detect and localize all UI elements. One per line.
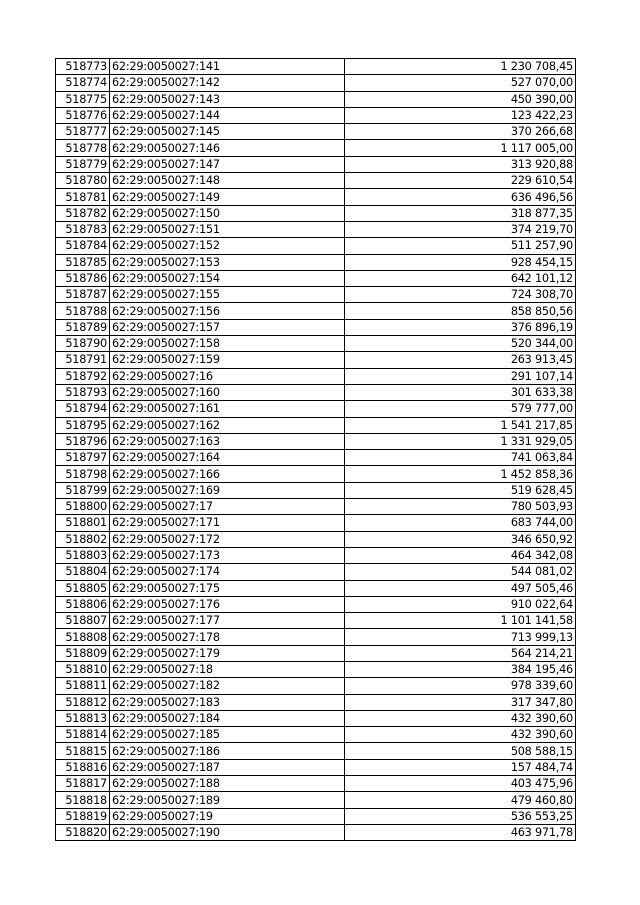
cadastral-number-cell: 62:29:0050027:176 xyxy=(110,596,345,612)
table-row xyxy=(56,613,576,629)
value-cell: 403 475,96 xyxy=(345,776,576,792)
value-cell: 579 777,00 xyxy=(345,401,576,417)
cadastral-number-cell: 62:29:0050027:183 xyxy=(110,694,345,710)
value-cell: 479 460,80 xyxy=(345,792,576,808)
row-number-cell: 518774 xyxy=(56,75,110,91)
row-number-cell: 518820 xyxy=(56,824,110,840)
row-number-cell: 518781 xyxy=(56,189,110,205)
row-number-cell: 518812 xyxy=(56,694,110,710)
cadastral-number-cell: 62:29:0050027:147 xyxy=(110,156,345,172)
table-row xyxy=(56,287,576,303)
row-number-cell: 518811 xyxy=(56,678,110,694)
value-cell: 432 390,60 xyxy=(345,727,576,743)
cadastral-number-cell: 62:29:0050027:156 xyxy=(110,303,345,319)
value-cell: 376 896,19 xyxy=(345,319,576,335)
table-row xyxy=(56,645,576,661)
row-number-cell: 518777 xyxy=(56,124,110,140)
row-number-cell: 518819 xyxy=(56,808,110,824)
cadastral-number-cell: 62:29:0050027:185 xyxy=(110,727,345,743)
cadastral-number-cell: 62:29:0050027:144 xyxy=(110,107,345,123)
row-number-cell: 518779 xyxy=(56,156,110,172)
row-number-cell: 518814 xyxy=(56,727,110,743)
value-cell: 978 339,60 xyxy=(345,678,576,694)
table-row xyxy=(56,303,576,319)
table-row xyxy=(56,140,576,156)
row-number-cell: 518810 xyxy=(56,661,110,677)
value-cell: 741 063,84 xyxy=(345,450,576,466)
cadastral-number-cell: 62:29:0050027:151 xyxy=(110,221,345,237)
row-number-cell: 518785 xyxy=(56,254,110,270)
table-row xyxy=(56,124,576,140)
table-row xyxy=(56,661,576,677)
value-cell: 508 588,15 xyxy=(345,743,576,759)
table-row xyxy=(56,319,576,335)
value-cell: 313 920,88 xyxy=(345,156,576,172)
table-row xyxy=(56,368,576,384)
cadastral-number-cell: 62:29:0050027:16 xyxy=(110,368,345,384)
table-row xyxy=(56,189,576,205)
value-cell: 636 496,56 xyxy=(345,189,576,205)
value-cell: 497 505,46 xyxy=(345,580,576,596)
row-number-cell: 518800 xyxy=(56,499,110,515)
row-number-cell: 518816 xyxy=(56,759,110,775)
value-cell: 527 070,00 xyxy=(345,75,576,91)
row-number-cell: 518804 xyxy=(56,564,110,580)
value-cell: 683 744,00 xyxy=(345,515,576,531)
table-row xyxy=(56,580,576,596)
table-row xyxy=(56,433,576,449)
cadastral-number-cell: 62:29:0050027:187 xyxy=(110,759,345,775)
table-row xyxy=(56,776,576,792)
value-cell: 346 650,92 xyxy=(345,531,576,547)
table-row xyxy=(56,531,576,547)
value-cell: 291 107,14 xyxy=(345,368,576,384)
value-cell: 229 610,54 xyxy=(345,173,576,189)
row-number-cell: 518783 xyxy=(56,221,110,237)
row-number-cell: 518807 xyxy=(56,613,110,629)
row-number-cell: 518773 xyxy=(56,59,110,75)
table-row xyxy=(56,792,576,808)
table-row xyxy=(56,824,576,840)
value-cell: 713 999,13 xyxy=(345,629,576,645)
cadastral-number-cell: 62:29:0050027:182 xyxy=(110,678,345,694)
cadastral-number-cell: 62:29:0050027:17 xyxy=(110,499,345,515)
cadastral-number-cell: 62:29:0050027:188 xyxy=(110,776,345,792)
value-cell: 536 553,25 xyxy=(345,808,576,824)
row-number-cell: 518780 xyxy=(56,173,110,189)
cadastral-number-cell: 62:29:0050027:190 xyxy=(110,824,345,840)
value-cell: 318 877,35 xyxy=(345,205,576,221)
row-number-cell: 518797 xyxy=(56,450,110,466)
value-cell: 384 195,46 xyxy=(345,661,576,677)
row-number-cell: 518798 xyxy=(56,466,110,482)
row-number-cell: 518802 xyxy=(56,531,110,547)
cadastral-number-cell: 62:29:0050027:149 xyxy=(110,189,345,205)
table-row xyxy=(56,417,576,433)
table-row xyxy=(56,107,576,123)
cadastral-number-cell: 62:29:0050027:153 xyxy=(110,254,345,270)
value-cell: 928 454,15 xyxy=(345,254,576,270)
table-row xyxy=(56,547,576,563)
row-number-cell: 518799 xyxy=(56,482,110,498)
table-row xyxy=(56,759,576,775)
value-cell: 123 422,23 xyxy=(345,107,576,123)
value-cell: 724 308,70 xyxy=(345,287,576,303)
value-cell: 544 081,02 xyxy=(345,564,576,580)
table-row xyxy=(56,808,576,824)
table-row xyxy=(56,91,576,107)
cadastral-number-cell: 62:29:0050027:19 xyxy=(110,808,345,824)
row-number-cell: 518815 xyxy=(56,743,110,759)
table-row xyxy=(56,59,576,75)
cadastral-number-cell: 62:29:0050027:142 xyxy=(110,75,345,91)
cadastral-number-cell: 62:29:0050027:154 xyxy=(110,270,345,286)
row-number-cell: 518787 xyxy=(56,287,110,303)
value-cell: 370 266,68 xyxy=(345,124,576,140)
table-row xyxy=(56,384,576,400)
cadastral-number-cell: 62:29:0050027:178 xyxy=(110,629,345,645)
value-cell: 858 850,56 xyxy=(345,303,576,319)
table-row xyxy=(56,694,576,710)
row-number-cell: 518794 xyxy=(56,401,110,417)
cadastral-number-cell: 62:29:0050027:152 xyxy=(110,238,345,254)
cadastral-number-cell: 62:29:0050027:145 xyxy=(110,124,345,140)
cadastral-number-cell: 62:29:0050027:146 xyxy=(110,140,345,156)
table-row xyxy=(56,564,576,580)
value-cell: 450 390,00 xyxy=(345,91,576,107)
table-row xyxy=(56,710,576,726)
value-cell: 519 628,45 xyxy=(345,482,576,498)
cadastral-number-cell: 62:29:0050027:171 xyxy=(110,515,345,531)
cadastral-number-cell: 62:29:0050027:161 xyxy=(110,401,345,417)
table-row xyxy=(56,743,576,759)
cadastral-number-cell: 62:29:0050027:155 xyxy=(110,287,345,303)
table-row xyxy=(56,352,576,368)
value-cell: 780 503,93 xyxy=(345,499,576,515)
cadastral-number-cell: 62:29:0050027:184 xyxy=(110,710,345,726)
value-cell: 157 484,74 xyxy=(345,759,576,775)
table-body xyxy=(56,59,576,841)
cadastral-number-cell: 62:29:0050027:172 xyxy=(110,531,345,547)
table-row xyxy=(56,466,576,482)
value-cell: 463 971,78 xyxy=(345,824,576,840)
table-row xyxy=(56,238,576,254)
value-cell: 1 541 217,85 xyxy=(345,417,576,433)
row-number-cell: 518801 xyxy=(56,515,110,531)
row-number-cell: 518803 xyxy=(56,547,110,563)
row-number-cell: 518778 xyxy=(56,140,110,156)
value-cell: 520 344,00 xyxy=(345,336,576,352)
row-number-cell: 518776 xyxy=(56,107,110,123)
value-cell: 317 347,80 xyxy=(345,694,576,710)
cadastral-number-cell: 62:29:0050027:166 xyxy=(110,466,345,482)
value-cell: 642 101,12 xyxy=(345,270,576,286)
cadastral-number-cell: 62:29:0050027:150 xyxy=(110,205,345,221)
cadastral-number-cell: 62:29:0050027:160 xyxy=(110,384,345,400)
cadastral-number-cell: 62:29:0050027:177 xyxy=(110,613,345,629)
table-row xyxy=(56,75,576,91)
cadastral-number-cell: 62:29:0050027:143 xyxy=(110,91,345,107)
cadastral-number-cell: 62:29:0050027:164 xyxy=(110,450,345,466)
row-number-cell: 518790 xyxy=(56,336,110,352)
value-cell: 1 331 929,05 xyxy=(345,433,576,449)
row-number-cell: 518782 xyxy=(56,205,110,221)
row-number-cell: 518817 xyxy=(56,776,110,792)
cadastral-number-cell: 62:29:0050027:159 xyxy=(110,352,345,368)
cadastral-value-table xyxy=(55,58,576,841)
table-row xyxy=(56,515,576,531)
row-number-cell: 518818 xyxy=(56,792,110,808)
cadastral-number-cell: 62:29:0050027:148 xyxy=(110,173,345,189)
value-cell: 1 117 005,00 xyxy=(345,140,576,156)
row-number-cell: 518786 xyxy=(56,270,110,286)
table-row xyxy=(56,450,576,466)
row-number-cell: 518809 xyxy=(56,645,110,661)
value-cell: 1 230 708,45 xyxy=(345,59,576,75)
table-row xyxy=(56,156,576,172)
cadastral-number-cell: 62:29:0050027:169 xyxy=(110,482,345,498)
table-row xyxy=(56,254,576,270)
value-cell: 910 022,64 xyxy=(345,596,576,612)
table-row xyxy=(56,401,576,417)
cadastral-number-cell: 62:29:0050027:173 xyxy=(110,547,345,563)
cadastral-number-cell: 62:29:0050027:158 xyxy=(110,336,345,352)
cadastral-number-cell: 62:29:0050027:174 xyxy=(110,564,345,580)
row-number-cell: 518793 xyxy=(56,384,110,400)
cadastral-number-cell: 62:29:0050027:179 xyxy=(110,645,345,661)
cadastral-number-cell: 62:29:0050027:163 xyxy=(110,433,345,449)
table-row xyxy=(56,678,576,694)
row-number-cell: 518813 xyxy=(56,710,110,726)
row-number-cell: 518808 xyxy=(56,629,110,645)
row-number-cell: 518791 xyxy=(56,352,110,368)
value-cell: 432 390,60 xyxy=(345,710,576,726)
row-number-cell: 518806 xyxy=(56,596,110,612)
table-row xyxy=(56,482,576,498)
row-number-cell: 518784 xyxy=(56,238,110,254)
cadastral-number-cell: 62:29:0050027:175 xyxy=(110,580,345,596)
value-cell: 1 101 141,58 xyxy=(345,613,576,629)
table-row xyxy=(56,596,576,612)
value-cell: 464 342,08 xyxy=(345,547,576,563)
row-number-cell: 518789 xyxy=(56,319,110,335)
cadastral-number-cell: 62:29:0050027:18 xyxy=(110,661,345,677)
value-cell: 564 214,21 xyxy=(345,645,576,661)
row-number-cell: 518805 xyxy=(56,580,110,596)
value-cell: 1 452 858,36 xyxy=(345,466,576,482)
table-row xyxy=(56,629,576,645)
cadastral-number-cell: 62:29:0050027:157 xyxy=(110,319,345,335)
row-number-cell: 518792 xyxy=(56,368,110,384)
cadastral-number-cell: 62:29:0050027:186 xyxy=(110,743,345,759)
row-number-cell: 518788 xyxy=(56,303,110,319)
table-row xyxy=(56,499,576,515)
cadastral-number-cell: 62:29:0050027:162 xyxy=(110,417,345,433)
table-row xyxy=(56,173,576,189)
value-cell: 374 219,70 xyxy=(345,221,576,237)
row-number-cell: 518795 xyxy=(56,417,110,433)
table-row xyxy=(56,270,576,286)
value-cell: 301 633,38 xyxy=(345,384,576,400)
value-cell: 263 913,45 xyxy=(345,352,576,368)
row-number-cell: 518775 xyxy=(56,91,110,107)
cadastral-number-cell: 62:29:0050027:189 xyxy=(110,792,345,808)
row-number-cell: 518796 xyxy=(56,433,110,449)
cadastral-number-cell: 62:29:0050027:141 xyxy=(110,59,345,75)
value-cell: 511 257,90 xyxy=(345,238,576,254)
table-row xyxy=(56,336,576,352)
table-row xyxy=(56,727,576,743)
table-row xyxy=(56,205,576,221)
table-row xyxy=(56,221,576,237)
